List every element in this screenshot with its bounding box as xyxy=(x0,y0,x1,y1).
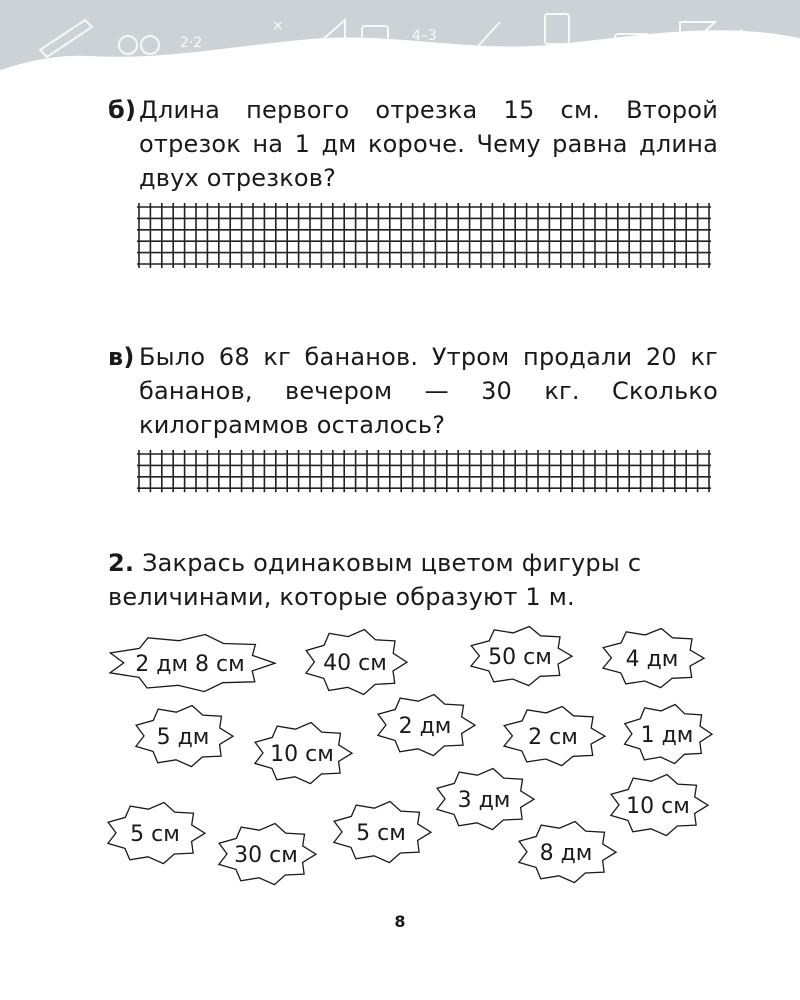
star-shape[interactable] xyxy=(255,723,352,784)
star-shape-label: 5 дм xyxy=(156,725,210,750)
star-shape-label: 10 см xyxy=(270,742,334,767)
star-shape[interactable] xyxy=(437,769,534,830)
star-shape-label: 50 см xyxy=(488,645,552,670)
star-shape-label: 30 см xyxy=(234,843,298,868)
star-shape[interactable] xyxy=(378,695,475,756)
doodle-text: 2·2 xyxy=(180,35,203,51)
star-shape[interactable] xyxy=(611,775,708,836)
star-shape-label: 2 см xyxy=(528,725,578,750)
star-shape-label: 2 дм 8 см xyxy=(135,652,245,677)
star-shape-label: 8 дм xyxy=(539,841,593,866)
star-shape-label: 5 см xyxy=(130,822,180,847)
star-shape[interactable] xyxy=(519,822,616,883)
task-b-label: б) xyxy=(108,96,137,124)
star-shape[interactable] xyxy=(306,630,407,695)
task-v-text: Было 68 кг бананов. Утром продали 20 кг бананов, вечером — 30 кг. Сколько килограммов осталось? xyxy=(139,343,718,439)
star-shapes-area xyxy=(0,600,800,920)
star-shape-label: 4 дм xyxy=(625,647,679,672)
star-shape[interactable] xyxy=(108,803,205,864)
header-banner xyxy=(0,0,800,90)
answer-grid-b[interactable] xyxy=(137,203,715,325)
task-v-label: в) xyxy=(108,343,135,371)
doodle-text: 4–3 xyxy=(412,28,437,44)
star-shape[interactable] xyxy=(219,824,316,885)
star-shape-label: 1 дм xyxy=(640,723,694,748)
star-shape[interactable] xyxy=(625,705,712,764)
doodle-text: 1+6 xyxy=(572,53,602,69)
star-shape-label: 5 см xyxy=(356,821,406,846)
task-b xyxy=(108,93,718,195)
task-b-text: Длина первого отрезка 15 см. Второй отрезок на 1 дм короче. Чему равна длина двух отрезков? xyxy=(139,96,718,192)
star-shape[interactable] xyxy=(334,802,431,863)
star-shape[interactable] xyxy=(110,635,275,692)
star-shape[interactable] xyxy=(136,706,233,767)
page-number: 8 xyxy=(394,912,406,931)
doodle-text: × xyxy=(272,18,284,34)
star-shape-label: 3 дм xyxy=(457,788,511,813)
star-shape-label: 2 дм xyxy=(398,714,452,739)
answer-grid-v[interactable] xyxy=(137,450,715,526)
star-shape[interactable] xyxy=(471,627,572,686)
task-v xyxy=(108,340,718,442)
task-2-label: 2. xyxy=(108,549,135,577)
task-2-text: Закрась одинаковым цветом фигуры с величинами, которые образуют 1 м. xyxy=(108,549,642,611)
star-shape-label: 40 см xyxy=(323,651,387,676)
star-shape[interactable] xyxy=(504,707,605,766)
star-shape-label: 10 см xyxy=(626,794,690,819)
star-shape[interactable] xyxy=(603,629,704,688)
